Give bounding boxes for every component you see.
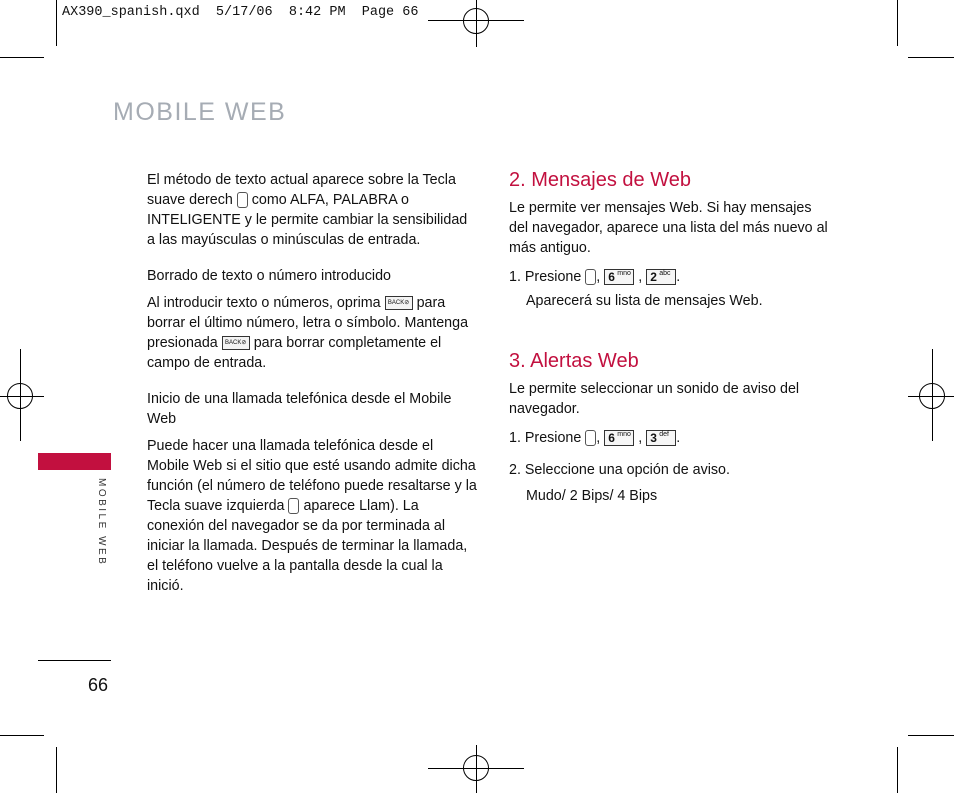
text-span: . <box>676 430 681 446</box>
key-6-icon <box>604 269 634 285</box>
key-number: 6 <box>608 270 615 285</box>
text-span: aparece <box>299 498 360 514</box>
crop-mark-tr-v <box>897 0 898 46</box>
key-3-icon <box>646 430 676 446</box>
text-span: ). La conexión del navegador se da por terminada al iniciar la llamada. Después de terminar la llamada, el teléfono vuelve a la pantalla desde la cual la inició. <box>147 498 468 594</box>
right-column <box>509 170 829 506</box>
text-span: como <box>247 192 290 208</box>
paragraph-inicio <box>147 436 479 596</box>
step-alertas-2: 2. Seleccione una opción de aviso. <box>509 462 730 478</box>
key-2-icon <box>646 269 676 285</box>
key-letters: mno <box>617 270 631 278</box>
text-span: para borrar el último número, letra o símbolo. Mantenga presionada <box>147 295 469 351</box>
crop-mark-br-h <box>908 735 954 736</box>
alert-options: Mudo/ 2 Bips/ 4 Bips <box>526 488 658 504</box>
text-span: 1. Presione <box>509 269 586 285</box>
page-number: 66 <box>88 675 109 695</box>
reg-mark-top-circle <box>463 8 489 34</box>
reg-mark-bottom-circle <box>463 755 489 781</box>
call-label: Llam <box>359 498 391 514</box>
section-heading-alertas: 3. Alertas Web <box>509 350 639 372</box>
text-span: Puede hacer una llamada telefónica desde el Mobile Web si el sitio que esté usando admite dicha función (el número de teléfono puede resaltarse y la Tecla suave izquierda <box>147 438 477 514</box>
key-letters: abc <box>659 270 671 278</box>
paragraph-borrado <box>147 293 479 373</box>
heading-borrado: Borrado de texto o número introducido <box>147 268 391 284</box>
menu-softkey-icon <box>585 269 596 285</box>
text-span: , <box>596 269 601 285</box>
key-number: 2 <box>650 270 657 285</box>
crop-mark-tl-v <box>56 0 57 46</box>
key-letters: mno <box>617 431 631 439</box>
text-span: Al introducir texto o números, oprima <box>147 295 385 311</box>
mode-names: ALFA, PALABRA <box>289 192 397 208</box>
section-tab-bar <box>38 453 111 470</box>
key-6-icon <box>604 430 634 446</box>
text-span: , <box>596 430 601 446</box>
reg-mark-right-circle <box>919 383 945 409</box>
print-slug: AX390_spanish.qxd 5/17/06 8:42 PM Page 66 <box>62 5 419 20</box>
text-span: , <box>638 269 643 285</box>
crop-mark-bl-v <box>56 747 57 793</box>
side-section-label: MOBILE WEB <box>96 478 107 567</box>
mode-smart: INTELIGENTE <box>147 212 241 228</box>
key-number: 3 <box>650 431 657 446</box>
menu-softkey-icon <box>585 430 596 446</box>
paragraph-text-method <box>147 170 479 250</box>
text-span: o <box>396 192 409 208</box>
text-span: 1. Presione <box>509 430 586 446</box>
section-desc-alertas: Le permite seleccionar un sonido de aviso del navegador. <box>509 381 800 417</box>
left-softkey-icon <box>288 498 299 514</box>
back-key-icon: BACK⊘ <box>385 296 413 310</box>
text-span: para borrar completamente el campo de entrada. <box>147 335 442 371</box>
text-span: El método de texto actual aparece sobre la Tecla suave derech <box>147 172 456 208</box>
right-softkey-icon <box>237 192 248 208</box>
page-title: MOBILE WEB <box>113 98 287 126</box>
text-span: y le permite cambiar la sensibilidad a las mayúsculas o minúsculas de entrada. <box>147 212 468 248</box>
step-mensajes-1 <box>509 267 829 287</box>
crop-mark-tr-h <box>908 57 954 58</box>
step-alertas-1 <box>509 428 829 448</box>
footer-rule <box>38 660 111 661</box>
crop-mark-br-v <box>897 747 898 793</box>
crop-mark-tl-h <box>0 57 44 58</box>
key-number: 6 <box>608 431 615 446</box>
reg-mark-left-circle <box>7 383 33 409</box>
heading-inicio: Inicio de una llamada telefónica desde el Mobile Web <box>147 391 452 427</box>
section-heading-mensajes: 2. Mensajes de Web <box>509 169 691 191</box>
text-span: , <box>638 430 643 446</box>
crop-mark-bl-h <box>0 735 44 736</box>
section-desc-mensajes: Le permite ver mensajes Web. Si hay mensajes del navegador, aparece una lista del más nuevo al más antiguo. <box>509 200 828 256</box>
left-column <box>147 170 479 596</box>
key-letters: def <box>659 431 669 439</box>
text-span: . <box>676 269 681 285</box>
step-mensajes-note: Aparecerá su lista de mensajes Web. <box>526 293 763 309</box>
back-key-icon: BACK⊘ <box>222 336 250 350</box>
